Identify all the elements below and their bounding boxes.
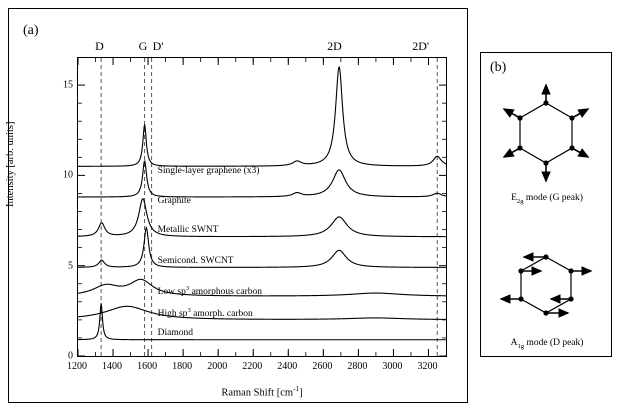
y-tick-label: 0 bbox=[68, 350, 73, 362]
panel-a bbox=[5, 8, 468, 403]
spectra-curves bbox=[78, 67, 446, 340]
peak-marker-2D: 2D bbox=[327, 39, 342, 53]
x-tick-label: 3200 bbox=[417, 361, 438, 372]
x-tick-label: 1800 bbox=[172, 361, 193, 372]
curve-label: Diamond bbox=[157, 328, 193, 339]
x-tick-label: 2000 bbox=[207, 361, 228, 372]
a1g-subscript: 1g bbox=[517, 342, 525, 350]
raman-spectra-plot bbox=[77, 57, 447, 357]
e2g-text: mode (G peak) bbox=[523, 193, 583, 203]
peak-marker-Dprime: D' bbox=[152, 39, 164, 53]
y-tick-label: 15 bbox=[63, 79, 73, 91]
x-tick-label: 2600 bbox=[312, 361, 333, 372]
vertical-guide-lines bbox=[101, 58, 437, 356]
x-tick-label: 2800 bbox=[347, 361, 368, 372]
x-axis-label-close: ] bbox=[299, 387, 303, 399]
curve-label: Semicond. SWCNT bbox=[157, 255, 234, 266]
spectrum-curve bbox=[78, 304, 446, 340]
panel-b-tag: (b) bbox=[490, 60, 507, 75]
spectrum-curve bbox=[78, 67, 446, 166]
x-axis-label-exponent: -1 bbox=[293, 384, 300, 393]
a1g-hexagon bbox=[501, 254, 591, 315]
x-axis-label bbox=[221, 384, 302, 399]
axis-ticks bbox=[78, 58, 446, 356]
peak-marker-2Dprime: 2D' bbox=[412, 39, 430, 53]
x-axis-label-text: Raman Shift [cm bbox=[221, 387, 294, 399]
panel-b bbox=[480, 52, 612, 357]
spectrum-curve bbox=[78, 306, 446, 319]
spectra-svg bbox=[78, 58, 446, 356]
y-tick-label: 10 bbox=[63, 169, 73, 181]
curve-label: Low $sp^3$ amorphous carbon bbox=[157, 284, 263, 298]
curve-label: Metallic SWNT bbox=[157, 225, 219, 236]
a1g-text: mode (D peak) bbox=[524, 338, 584, 348]
x-tick-label: 2200 bbox=[242, 361, 263, 372]
x-tick-label: 3000 bbox=[382, 361, 403, 372]
y-tick-label: 5 bbox=[68, 260, 73, 272]
y-axis-label: Intensity [arb. units] bbox=[5, 121, 16, 207]
x-tick-label: 1200 bbox=[67, 361, 87, 372]
curve-label: Graphite bbox=[157, 196, 191, 207]
panel-a-tag: (a) bbox=[23, 23, 39, 38]
a1g-mode-caption bbox=[481, 338, 613, 350]
e2g-hexagon bbox=[504, 85, 588, 181]
curve-label: Single-layer graphene (x3) bbox=[157, 165, 260, 176]
a1g-symbol: A bbox=[510, 338, 518, 348]
peak-marker-G: G bbox=[138, 39, 148, 53]
spectrum-curve bbox=[78, 199, 446, 237]
curve-label: High $sp^3$ amorph. carbon bbox=[157, 306, 253, 319]
spectrum-curve bbox=[78, 228, 446, 268]
x-tick-label: 1400 bbox=[102, 361, 123, 372]
e2g-symbol: E bbox=[511, 193, 517, 203]
e2g-mode-caption bbox=[481, 193, 613, 205]
x-tick-label: 2400 bbox=[277, 361, 298, 372]
e2g-subscript: 2g bbox=[516, 197, 524, 205]
peak-marker-D: D bbox=[95, 39, 104, 53]
x-tick-label: 1600 bbox=[137, 361, 158, 372]
